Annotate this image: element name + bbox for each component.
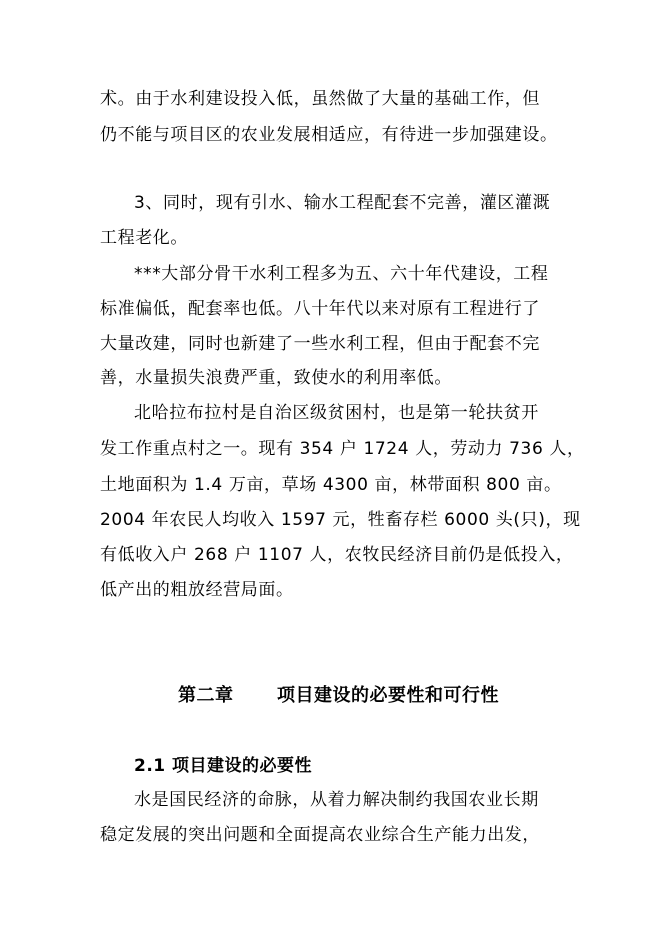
paragraph-line: 发工作重点村之一。现有 354 户 1724 人，劳动力 736 人， xyxy=(100,439,585,459)
paragraph-line: 水是国民经济的命脉，从着力解决制约我国农业长期 xyxy=(134,790,539,810)
paragraph-line: 3、同时，现有引水、输水工程配套不完善，灌区灌溉 xyxy=(134,193,551,213)
chapter-title: 项目建设的必要性和可行性 xyxy=(277,685,499,706)
paragraph-line: 低产出的粗放经营局面。 xyxy=(100,580,294,600)
paragraph-line: 土地面积为 1.4 万亩，草场 4300 亩，林带面积 800 亩。 xyxy=(100,475,562,495)
section-heading: 2.1 项目建设的必要性 xyxy=(134,756,313,776)
paragraph-line: 术。由于水利建设投入低，虽然做了大量的基础工作，但 xyxy=(100,89,540,109)
paragraph-line: 大量改建，同时也新建了一些水利工程，但由于配套不完 xyxy=(100,334,540,354)
paragraph-line: ***大部分骨干水利工程多为五、六十年代建设，工程 xyxy=(134,264,549,284)
paragraph-line: 工程老化。 xyxy=(100,228,188,248)
paragraph-line: 2004 年农民人均收入 1597 元，牲畜存栏 6000 头(只)，现 xyxy=(100,510,581,530)
paragraph-line: 北哈拉布拉村是自治区级贫困村，也是第一轮扶贫开 xyxy=(134,403,539,423)
paragraph-line: 仍不能与项目区的农业发展相适应，有待进一步加强建设。 xyxy=(100,125,558,145)
paragraph-line: 有低收入户 268 户 1107 人，农牧民经济目前仍是低投入， xyxy=(100,545,574,565)
paragraph-line: 善，水量损失浪费严重，致使水的利用率低。 xyxy=(100,368,452,388)
chapter-number: 第二章 xyxy=(178,685,234,706)
paragraph-line: 标准偏低，配套率也低。八十年代以来对原有工程进行了 xyxy=(100,299,540,319)
paragraph-line: 稳定发展的突出问题和全面提高农业综合生产能力出发， xyxy=(100,825,540,845)
